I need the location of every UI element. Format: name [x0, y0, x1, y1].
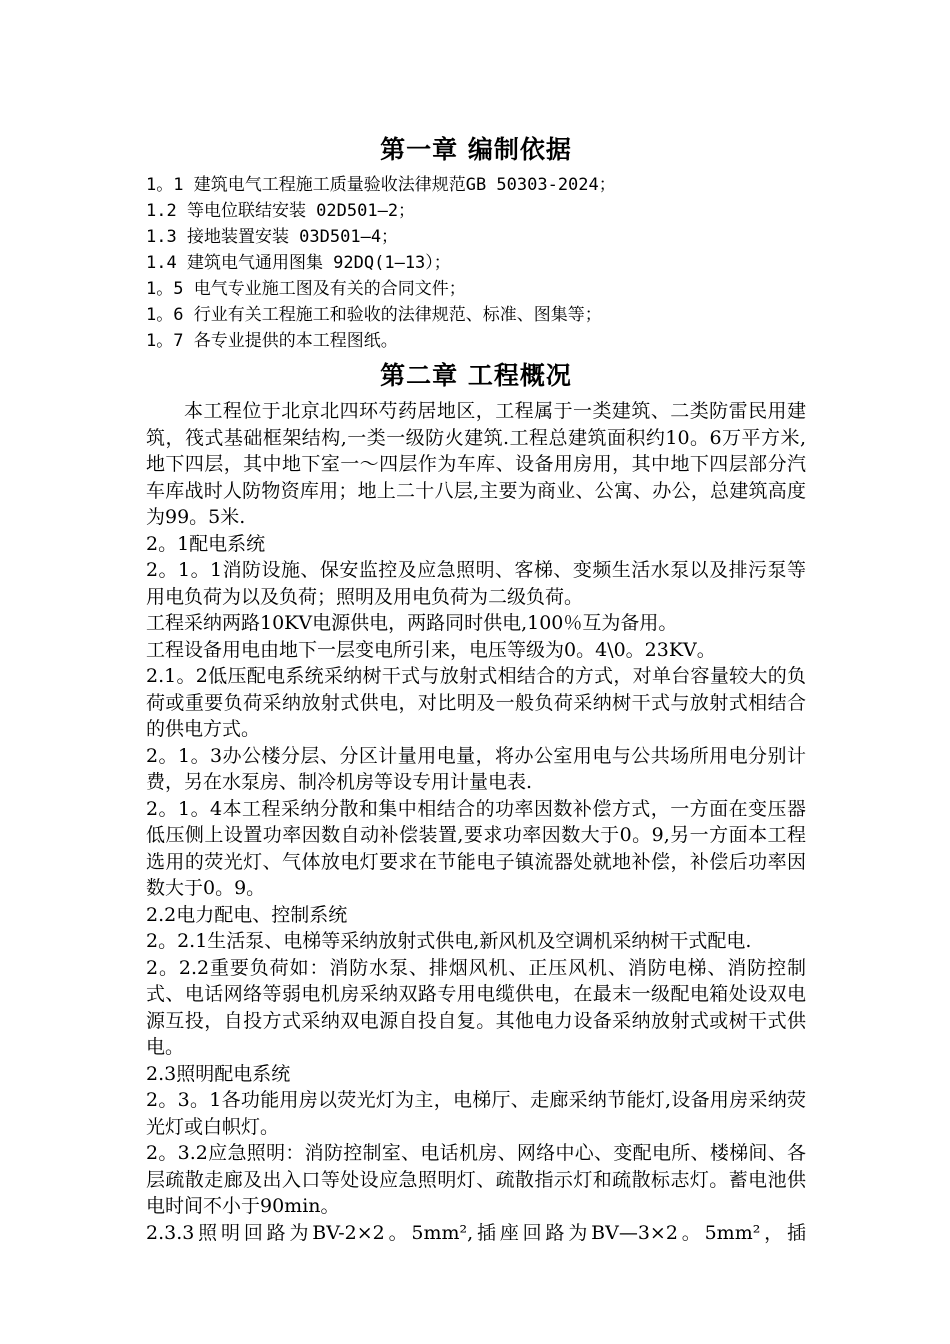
section-2-1-1-paragraph: 2。1。1消防设施、保安监控及应急照明、客梯、变频生活水泵以及排污泵等用电负荷为以及负荷；照明及用电负荷为二级负荷。 [146, 559, 806, 608]
section-2-3-heading: 2.3照明配电系统 [146, 1062, 291, 1085]
reference-item: 1。5 电气专业施工图及有关的合同文件； [146, 279, 466, 299]
power-supply-paragraph: 工程采纳两路10KV电源供电，两路同时供电,100％互为备用。 [146, 612, 678, 634]
chapter-2-title: 第二章 工程概况 [380, 361, 572, 390]
section-2-2-1-paragraph: 2。2.1生活泵、电梯等采纳放射式供电,新风机及空调机采纳树干式配电. [146, 930, 752, 952]
voltage-level-paragraph: 工程设备用电由地下一层变电所引来，电压等级为0。4\0。23KV。 [146, 638, 716, 661]
reference-item: 1.2 等电位联结安装 02D501—2； [146, 201, 416, 221]
reference-list [146, 172, 806, 354]
section-2-1-4-paragraph: 2。1。4本工程采纳分散和集中相结合的功率因数补偿方式，一方面在变压器低压侧上设置功率因数自动补偿装置,要求功率因数大于0。9,另一方面本工程选用的荧光灯、气体放电灯要求在节能电子镇流器处就地补偿，补偿后功率因数大于0。9。 [146, 797, 806, 899]
section-2-2-heading: 2.2电力配电、控制系统 [146, 903, 348, 926]
section-2-1-2-paragraph: 2.1。2低压配电系统采纳树干式与放射式相结合的方式，对单台容量较大的负荷或重要负荷采纳放射式供电，对比明及一般负荷采纳树干式与放射式相结合的供电方式。 [146, 665, 806, 740]
section-2-3-3-paragraph: 2.3.3照明回路为BV-2×2。5mm²,插座回路为BV—3×2。5mm²，插 [146, 1221, 806, 1244]
reference-item: 1.3 接地装置安装 03D501—4； [146, 227, 399, 247]
section-2-1-3-paragraph: 2。1。3办公楼分层、分区计量用电量，将办公室用电与公共场所用电分别计费，另在水泵房、制冷机房等设专用计量电表. [146, 744, 806, 793]
section-2-2-2-paragraph: 2。2.2重要负荷如：消防水泵、排烟风机、正压风机、消防电梯、消防控制式、电话网络等弱电机房采纳双路专用电缆供电，在最末一级配电箱处设双电源互投，自投方式采纳双电源自投自复。其他电力设备采纳放射式或树干式供电。 [146, 956, 806, 1058]
reference-item: 1。7 各专业提供的本工程图纸。 [146, 331, 398, 351]
reference-item: 1。1 建筑电气工程施工质量验收法律规范GB 50303-2024； [146, 175, 616, 195]
section-2-3-2-paragraph: 2。3.2应急照明：消防控制室、电话机房、网络中心、变配电所、楼梯间、各层疏散走廊及出入口等处设应急照明灯、疏散指示灯和疏散标志灯。蓄电池供电时间不小于90min。 [146, 1142, 806, 1217]
reference-item: 1.4 建筑电气通用图集 92DQ(1—13）； [146, 253, 451, 273]
section-2-1-heading: 2。1配电系统 [146, 532, 266, 555]
document-body [146, 128, 806, 1246]
reference-item: 1。6 行业有关工程施工和验收的法律规范、标准、图集等； [146, 305, 602, 325]
section-2-3-1-paragraph: 2。3。1各功能用房以荧光灯为主，电梯厅、走廊采纳节能灯,设备用房采纳荧光灯或白帜灯。 [146, 1089, 806, 1138]
project-intro-paragraph: 本工程位于北京北四环芍药居地区，工程属于一类建筑、二类防雷民用建筑，筏式基础框架结构,一类一级防火建筑.工程总建筑面积约10。6万平方米,地下四层，其中地下室一～四层作为车库、设备用房用，其中地下四层部分汽车库战时人防物资库用；地上二十八层,主要为商业、公寓、办公，总建筑高度为99。5米. [146, 400, 806, 528]
chapter-1-title: 第一章 编制依据 [380, 135, 572, 164]
